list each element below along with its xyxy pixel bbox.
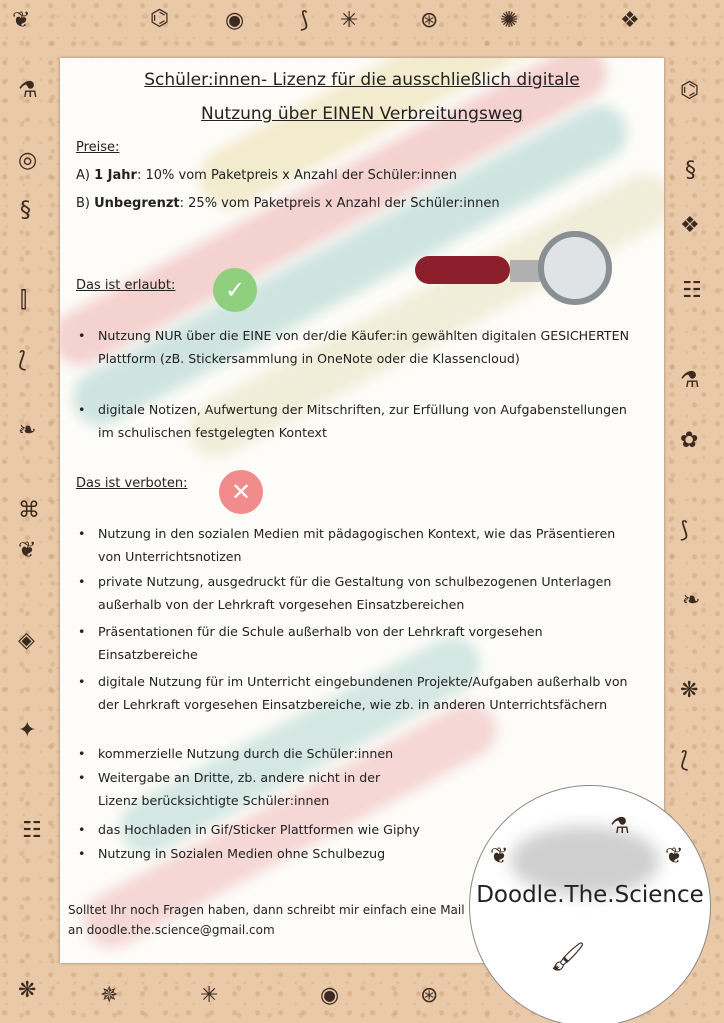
bullet-icon: • [78,526,86,541]
cell-doodle-icon: ⊛ [420,8,439,33]
molecule-doodle-icon: ⌬ [680,78,700,103]
bullet-icon: • [78,674,86,689]
bullet-icon: • [78,574,86,589]
brand-logo [469,785,711,1023]
page-title-line-2: Nutzung über EINEN Verbreitungsweg [201,104,523,124]
flower-doodle-icon: ✿ [680,428,699,453]
page-title-line-1: Schüler:innen- Lizenz für die ausschließlich digitale [144,70,580,90]
price-option-b-term: Unbegrenzt [94,196,180,211]
forbidden-item-text: Präsentationen für die Schule außerhalb von der Lehrkraft vorgesehen Einsatzbereiche [98,624,543,662]
molecule-doodle-icon: ✳ [200,983,219,1008]
forbidden-item-3 [78,620,638,666]
bullet-icon: • [78,624,86,639]
cell-doodle-icon: ⊛ [420,983,439,1008]
magnifier-icon [415,228,615,308]
forbidden-label: Das ist verboten: [76,476,188,491]
ladder-doodle-icon: ☷ [22,818,42,843]
flask-doodle-icon: ⚗ [18,78,38,103]
allowed-label: Das ist erlaubt: [76,278,176,293]
forbidden-item-1 [78,522,638,568]
bullet-icon: • [78,822,86,837]
bullet-icon: • [78,846,86,861]
contact-note [68,900,468,940]
cell-doodle-icon: ◉ [225,8,245,33]
cell-doodle-icon: ❖ [680,213,700,238]
bacteria-doodle-icon: ❦ [12,8,31,33]
price-option-a-text: : 10% vom Paketpreis x Anzahl der Schüler:innen [136,168,457,183]
branch-doodle-icon: ❦ [490,844,509,869]
allowed-item-text: digitale Notizen, Aufwertung der Mitschriften, zur Erfüllung von Aufgabenstellungen im schulischen festgelegten Kontext [98,402,627,440]
price-option-a-prefix: A) [76,168,95,183]
forbidden-item-6 [78,766,418,812]
forbidden-item-5 [78,742,638,765]
price-option-b [76,196,500,211]
forbidden-item-text: kommerzielle Nutzung durch die Schüler:innen [98,746,394,761]
bacteria-doodle-icon: § [685,158,696,183]
forbidden-item-text: Weitergabe an Dritte, zb. andere nicht in der Lizenz berücksichtigte Schüler:innen [98,770,381,808]
chromosome-doodle-icon: ⟆ [300,8,309,33]
allowed-item-1 [78,324,638,370]
cell-doodle-icon: ◈ [18,628,35,653]
flask-doodle-icon: ⚗ [610,814,630,839]
bacteria-doodle-icon: § [20,198,31,223]
price-option-b-prefix: B) [76,196,95,211]
tree-doodle-icon: ❋ [680,678,699,703]
price-option-a [76,168,457,183]
price-option-b-text: : 25% vom Paketpreis x Anzahl der Schüler:innen [179,196,500,211]
forbidden-item-text: Nutzung in Sozialen Medien ohne Schulbezug [98,846,386,861]
cell-doodle-icon: ❖ [620,8,640,33]
tree-doodle-icon: ❋ [18,978,37,1003]
cell-doodle-icon: ◉ [320,983,340,1008]
paintbrush-icon: 🖌 [550,940,586,973]
chromosome-doodle-icon: ⟅ [680,748,689,773]
forbidden-item-text: Nutzung in den sozialen Medien mit pädagogischen Kontext, wie das Präsentieren von Unterrichtsnotizen [98,526,616,564]
bacteria-doodle-icon: ✵ [100,983,119,1008]
forbidden-item-text: das Hochladen in Gif/Sticker Plattformen wie Giphy [98,822,420,837]
bullet-icon: • [78,328,86,343]
leaf-doodle-icon: ❧ [682,588,701,613]
chromosome-doodle-icon: ⟆ [680,518,689,543]
ladder-doodle-icon: ☷ [682,278,702,303]
check-icon: ✓ [213,268,257,312]
tube-doodle-icon: ⫿ [20,288,28,313]
branch-doodle-icon: ❦ [665,844,684,869]
flask-doodle-icon: ⚗ [680,368,700,393]
cell-doodle-icon: ✦ [18,718,37,743]
molecule-doodle-icon: ⌘ [18,498,40,523]
molecule-doodle-icon: ✳ [340,8,359,33]
bacteria-doodle-icon: ✺ [500,8,519,33]
bullet-icon: • [78,402,86,417]
contact-note-line-1: Solltet Ihr noch Fragen haben, dann schreibt mir einfach eine Mail [68,903,465,917]
forbidden-item-text: digitale Nutzung für im Unterricht eingebundenen Projekte/Aufgaben außerhalb von der Lehrkraft vorgesehen Einsatzbereiche, wie zb. in anderen Unterrichtsfächern [98,674,628,712]
forbidden-item-text: private Nutzung, ausgedruckt für die Gestaltung von schulbezogenen Unterlagen außerhalb von der Lehrkraft vorgesehen Einsatzbereichen [98,574,612,612]
allowed-item-text: Nutzung NUR über die EINE von der/die Käufer:in gewählten digitalen GESICHERTEN Plattform (zB. Stickersammlung in OneNote oder die Klassencloud) [98,328,629,366]
prices-label: Preise: [76,140,120,155]
leaf-doodle-icon: ❧ [18,418,37,443]
bullet-icon: • [78,746,86,761]
logo-text: Doodle.The.Science [476,882,704,908]
allowed-item-2 [78,398,638,444]
cross-icon: ✕ [219,470,263,514]
contact-email-link[interactable]: an doodle.the.science@gmail.com [68,923,275,937]
bullet-icon: • [78,770,86,785]
forbidden-item-2 [78,570,638,616]
molecule-doodle-icon: ⌬ [150,6,170,31]
leaf-doodle-icon: ❦ [18,538,37,563]
price-option-a-term: 1 Jahr [94,168,137,183]
chromosome-doodle-icon: ⟅ [18,348,27,373]
cell-doodle-icon: ◎ [18,148,38,173]
forbidden-item-4 [78,670,638,716]
